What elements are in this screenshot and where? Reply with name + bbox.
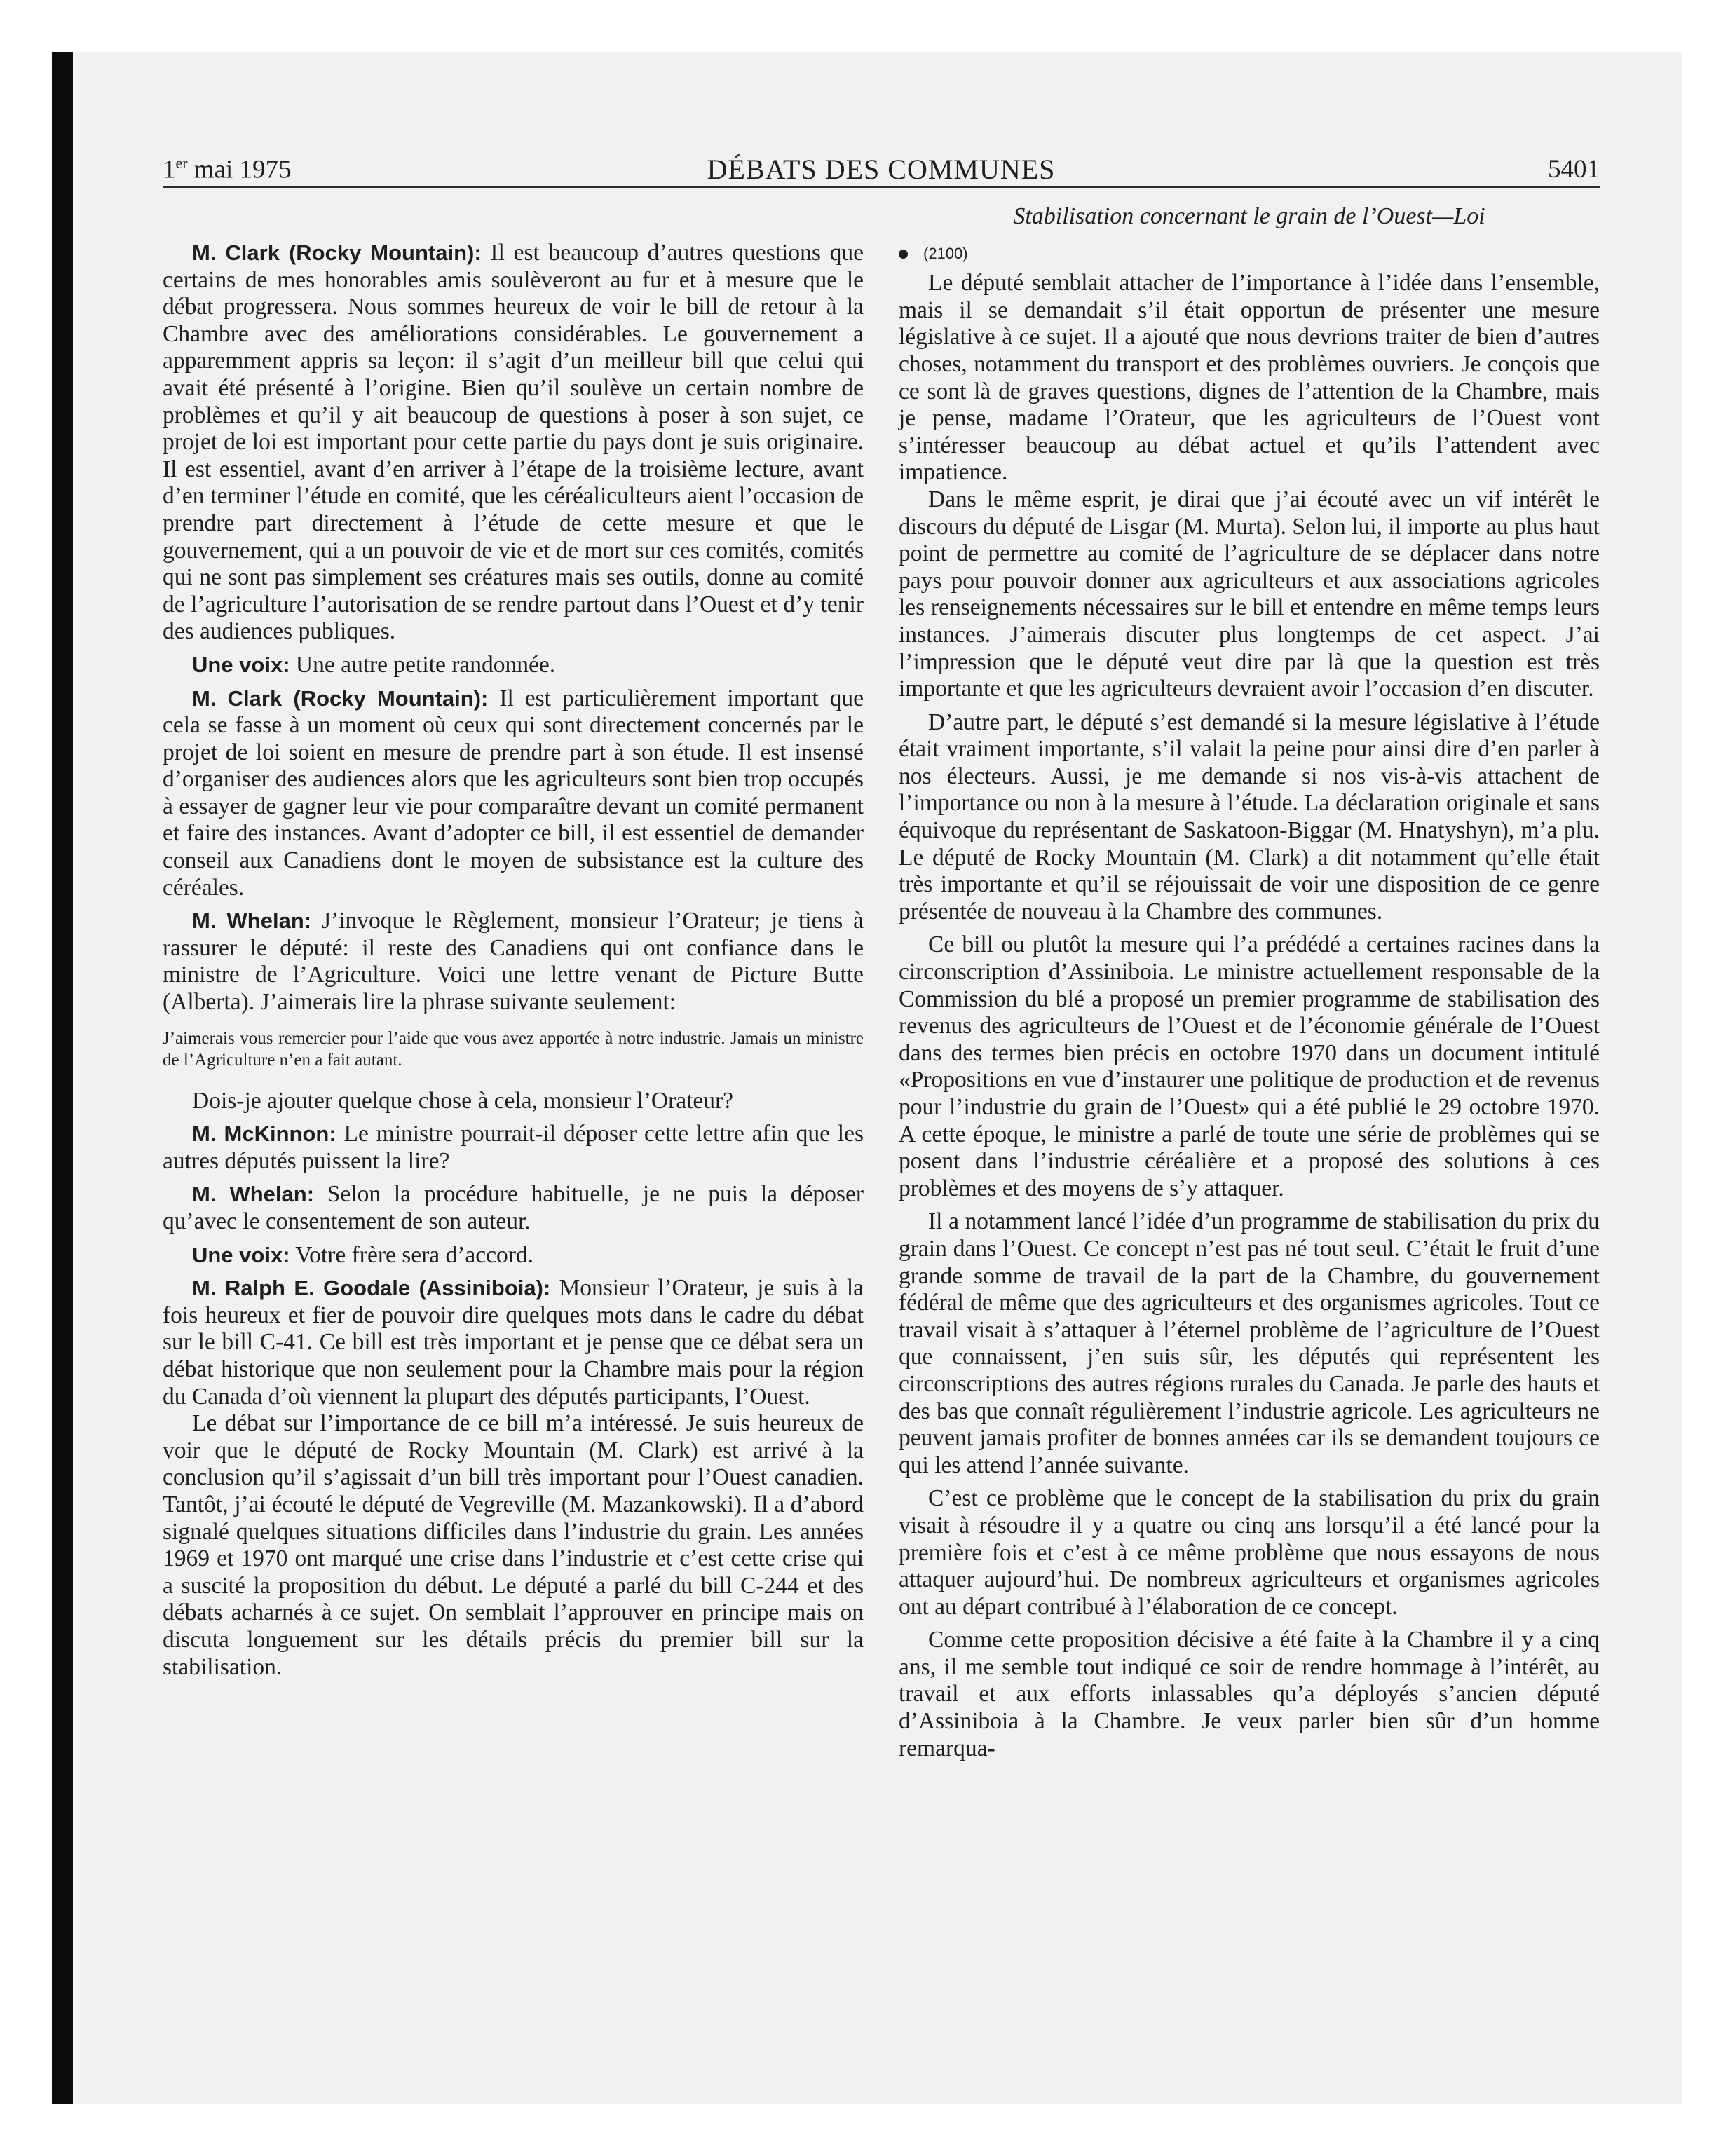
paragraph: Le député semblait attacher de l’importance à l’idée dans l’ensemble, mais il se demandait s’il était opportun de présenter une mesure législative à ce sujet. Il a ajouté que nous devrions traiter de bien d’autres choses, notamment du transport et des problèmes ouvriers. Je conçois que ce sont là de graves questions, dignes de l’attention de la Chambre, mais je pense, madame l’Orateur, que les agriculteurs de l’Ouest vont s’intéresser beaucoup au débat actuel et qu’ils l’attendent avec impatience. — [899, 270, 1600, 486]
speaker-name: Une voix: — [192, 652, 290, 677]
bullet-icon — [899, 250, 908, 259]
paragraph: M. Whelan: Selon la procédure habituelle, je ne puis la déposer qu’avec le consentement de son auteur. — [163, 1181, 864, 1234]
speaker-name: M. Clark (Rocky Mountain): — [192, 685, 489, 711]
paragraph: M. Clark (Rocky Mountain): Il est particulièrement important que cela se fasse à un moment où ceux qui sont directement concernés par le projet de loi soient en mesure de prendre part à son étude. Il est insensé d’organiser des audiences alors que les agriculteurs sont bien trop occupés à essayer de gagner leur vie pour comparaître devant un comité permanent et faire des instances. Avant d’adopter ce bill, il est essentiel de demander conseil aux Canadiens dont le moyen de subsistance est la culture des céréales. — [163, 685, 864, 901]
quoted-letter: J’aimerais vous remercier pour l’aide que vous avez apportée à notre industrie. Jamais un ministre de l’Agriculture n’en a fait autant. — [163, 1028, 864, 1070]
paragraph: D’autre part, le député s’est demandé si la mesure législative à l’étude était vraiment importante, s’il valait la peine pour ainsi dire d’en parler à nos électeurs. Aussi, je me demande si nos vis-à-vis attachent de l’importance ou non à la mesure à l’étude. La déclaration originale et sans équivoque du représentant de Saskatoon-Biggar (M. Hnatyshyn), m’a plu. Le député de Rocky Mountain (M. Clark) a dit notamment qu’elle était très importante et qu’il se réjouissait de voir une disposition de ce genre présentée de nouveau à la Chambre des communes. — [899, 709, 1600, 925]
speaker-name: M. McKinnon: — [192, 1121, 336, 1147]
speaker-name: M. Ralph E. Goodale (Assiniboia): — [192, 1276, 551, 1301]
header-date: 1er mai 1975 — [163, 154, 292, 184]
paragraph: M. Whelan: J’invoque le Règlement, monsieur l’Orateur; je tiens à rassurer le député: il reste des Canadiens qui ont confiance dans le ministre de l’Agriculture. Voici une lettre venant de Picture Butte (Alberta). J’aimerais lire la phrase suivante seulement: — [163, 908, 864, 1016]
speaker-name: Une voix: — [192, 1242, 290, 1267]
paragraph: Ce bill ou plutôt la mesure qui l’a prédédé a certaines racines dans la circonscription d’Assiniboia. Le ministre actuellement responsable de la Commission du blé a proposé un premier programme de stabilisation des revenus des agriculteurs de l’Ouest et de l’économie générale de l’Ouest dans des termes bien précis en octobre 1970 dans un document intitulé «Propositions en vue d’instaurer une politique de production et de revenus pour l’industrie du grain de l’Ouest» qui a été publié le 29 octobre 1970. A cette époque, le ministre a parlé de toute une série de problèmes qui se posent dans l’industrie céréalière et a proposé des solutions à ces problèmes et des moyens de s’y attaquer. — [899, 932, 1600, 1201]
paragraph: Dois-je ajouter quelque chose à cela, monsieur l’Orateur? — [192, 1087, 734, 1114]
paragraph: M. Clark (Rocky Mountain): Il est beaucoup d’autres questions que certains de mes honorables amis soulèveront au fur et à mesure que le débat progressera. Nous sommes heureux de voir le bill de retour à la Chambre avec des améliorations considérables. Le gouvernement a apparemment appris sa leçon: il s’agit d’un meilleur bill que celui qui avait été présenté à l’origine. Bien qu’il soulève un certain nombre de problèmes et qu’il y ait beaucoup de questions à poser à son sujet, ce projet de loi est important pour cette partie du pays dont je suis originaire. Il est essentiel, avant d’en arriver à l’étape de la troisième lecture, avant d’en terminer l’étude en comité, que les céréaliculteurs aient l’occasion de prendre part directement à l’étude de cette mesure et que le gouvernement, qui a un pouvoir de vie et de mort sur ces comités, comités qui ne sont pas simplement ses créatures mais ses outils, donne au comité de l’agriculture l’autorisation de se rendre partout dans l’Ouest et d’y tenir des audiences publiques. — [163, 240, 864, 645]
speaker-name: M. Whelan: — [192, 908, 312, 934]
speaker-name: M. Whelan: — [192, 1182, 315, 1207]
paragraph: Comme cette proposition décisive a été faite à la Chambre il y a cinq ans, il me semble tout indiqué ce soir de rendre hommage à l’intérêt, au travail et aux efforts inlassables qu’a déployés s’ancien député d’Assiniboia à la Chambre. Je veux parler bien sûr d’un homme remarqua- — [899, 1627, 1600, 1761]
paragraph: C’est ce problème que le concept de la stabilisation du prix du grain visait à résoudre il y a quatre ou cinq ans lorsqu’il a été lancé pour la première fois et c’est à ce même problème que nous essayons de nous attaquer aujourd’hui. De nombreux agriculteurs et organismes agricoles ont au départ contribué à l’élaboration de ce concept. — [899, 1485, 1600, 1620]
timestamp: (2100) — [899, 240, 1600, 268]
right-column — [899, 203, 1600, 1762]
binding-edge — [52, 52, 73, 2104]
paragraph: Dans le même esprit, je dirai que j’ai écouté avec un vif intérêt le discours du député de Lisgar (M. Murta). Selon lui, il importe au plus haut point de permettre au comité de l’agriculture de se déplacer dans notre pays pour pouvoir donner aux agriculteurs et aux associations agricoles les renseignements nécessaires sur le bill et entendre en même temps leurs instances. J’aimerais discuter plus longtemps de cet aspect. J’ai l’impression que le député veut dire par là que la question est très importante et que les agriculteurs devraient avoir l’occasion d’en discuter. — [899, 486, 1600, 702]
paragraph: M. Ralph E. Goodale (Assiniboia): Monsieur l’Orateur, je suis à la fois heureux et fier de pouvoir dire quelques mots dans le cadre du débat sur le bill C-41. Ce bill est très important et je pense que ce débat sera un débat historique que non seulement pour la Chambre mais pour la région du Canada d’où viennent la plupart des députés participants, l’Ouest. — [163, 1275, 864, 1410]
paragraph: Il a notamment lancé l’idée d’un programme de stabilisation du prix du grain dans l’Ouest. Ce concept n’est pas né tout seul. C’était le fruit d’une grande somme de travail de la part de la Chambre, du gouvernement fédéral de même que des agriculteurs et des organismes agricoles. Tout ce travail visait à s’attaquer à l’éternel problème de l’agriculture de l’Ouest que connaissent, j’en suis sûr, les députés qui représentent les circonscriptions des autres régions rurales du Canada. Je parle des hauts et des bas que connaît régulièrement l’industrie agricole. Les agriculteurs ne peuvent jamais profiter de bonnes années car ils se demandent toujours ce qui les attend l’année suivante. — [899, 1208, 1600, 1478]
running-head: Stabilisation concernant le grain de l’Ouest—Loi — [1013, 203, 1485, 229]
page-header — [163, 149, 1600, 191]
page-number: 5401 — [1548, 155, 1600, 184]
header-title: DÉBATS DES COMMUNES — [707, 153, 1056, 185]
paragraph: Une voix: Votre frère sera d’accord. — [192, 1241, 534, 1268]
paragraph: M. McKinnon: Le ministre pourrait-il déposer cette lettre afin que les autres députés puissent la lire? — [163, 1121, 864, 1174]
header-rule — [163, 186, 1600, 188]
paragraph: Le débat sur l’importance de ce bill m’a intéressé. Je suis heureux de voir que le député de Rocky Mountain (M. Clark) est arrivé à la conclusion qu’il s’agissait d’un bill très important pour l’Ouest canadien. Tantôt, j’ai écouté le député de Vegreville (M. Mazankowski). Il a d’abord signalé quelques situations difficiles dans l’industrie du grain. Les années 1969 et 1970 ont marqué une crise dans l’industrie et c’est cette crise qui a suscité la proposition du début. Le député a parlé du bill C-244 et des débats acharnés à ce sujet. On semblait l’approuver en principe mais on discuta longuement sur les détails précis du premier bill sur la stabilisation. — [163, 1410, 864, 1680]
paragraph: Une voix: Une autre petite randonnée. — [192, 651, 556, 678]
speaker-name: M. Clark (Rocky Mountain): — [192, 240, 482, 265]
left-column — [163, 240, 864, 1681]
